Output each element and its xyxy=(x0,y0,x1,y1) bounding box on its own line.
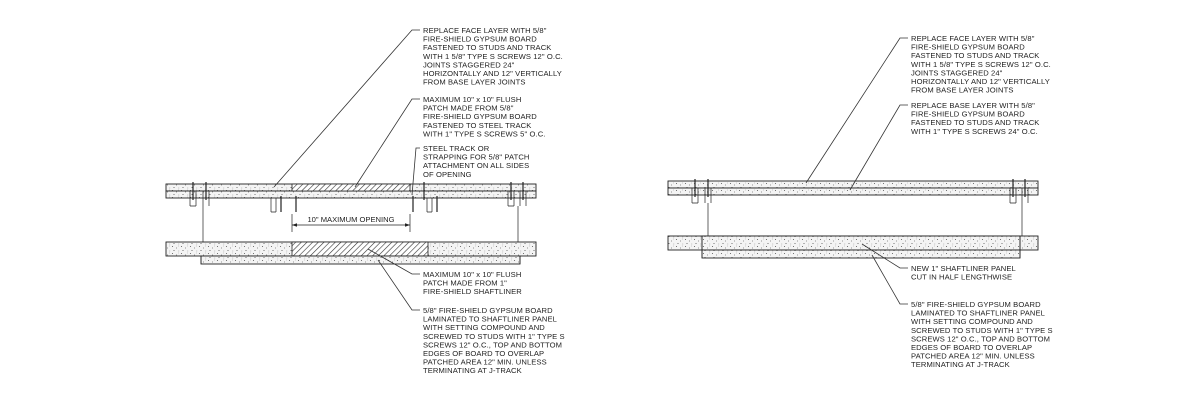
note-line: SCREWS 12" O.C., TOP AND BOTTOM xyxy=(911,334,1050,344)
note-line: PATCHED AREA 12" MIN. UNLESS xyxy=(423,357,547,367)
left-note-steel-track xyxy=(423,144,530,179)
note-line: REPLACE FACE LAYER WITH 5/8" xyxy=(911,34,1035,43)
left-laminated-board xyxy=(201,256,520,264)
note-line: WITH SETTING COMPOUND AND xyxy=(423,323,545,333)
note-line: FROM BASE LAYER JOINTS xyxy=(423,77,526,87)
left-base-layer-board xyxy=(166,191,536,198)
note-line: WITH 1 5/8" TYPE S SCREWS 12" O.C. xyxy=(423,51,563,61)
note-line: WITH 1 5/8" TYPE S SCREWS 12" O.C. xyxy=(911,59,1051,69)
right-new-shaftliner-panel xyxy=(702,236,1020,250)
note-line: SCREWS 12" O.C., TOP AND BOTTOM xyxy=(423,340,562,350)
left-dimension xyxy=(292,214,410,232)
dimension-label: 10" MAXIMUM OPENING xyxy=(307,215,395,224)
note-line: TERMINATING AT J-TRACK xyxy=(423,366,522,376)
note-line: 5/8" FIRE-SHIELD GYPSUM BOARD xyxy=(911,300,1041,309)
note-line: WITH SETTING COMPOUND AND xyxy=(911,317,1033,327)
note-line: JOINTS STAGGERED 24" xyxy=(911,68,1003,78)
note-line: NEW 1" SHAFTLINER PANEL xyxy=(911,264,1016,273)
note-line: PATCH MADE FROM 5/8" xyxy=(423,103,514,113)
right-note-face-layer xyxy=(911,34,1051,95)
note-line: SCREWED TO STUDS WITH 1" TYPE S xyxy=(423,331,565,341)
note-line: STRAPPING FOR 5/8" PATCH xyxy=(423,152,530,162)
left-note-laminated xyxy=(423,306,565,375)
note-line: REPLACE BASE LAYER WITH 5/8" xyxy=(911,101,1035,110)
note-line: FIRE-SHIELD SHAFTLINER xyxy=(423,287,522,297)
note-line: HORIZONTALLY AND 12" VERTICALLY xyxy=(423,69,562,78)
note-line: STEEL TRACK OR xyxy=(423,144,490,153)
note-line: PATCH MADE FROM 1" xyxy=(423,278,507,288)
note-line: FASTENED TO STEEL TRACK xyxy=(423,120,532,130)
note-line: FIRE-SHIELD GYPSUM BOARD xyxy=(423,34,537,44)
right-note-base-layer xyxy=(911,101,1039,136)
right-laminated-board xyxy=(702,250,1020,258)
left-note-face-layer xyxy=(423,26,563,87)
note-line: FASTENED TO STUDS AND TRACK xyxy=(911,118,1040,128)
note-line: FROM BASE LAYER JOINTS xyxy=(911,85,1014,95)
right-note-shaftliner xyxy=(911,264,1016,282)
note-line: FIRE-SHIELD GYPSUM BOARD xyxy=(911,42,1025,52)
note-line: HORIZONTALLY AND 12" VERTICALLY xyxy=(911,77,1050,86)
right-base-layer-board xyxy=(668,188,1038,195)
left-section-detail xyxy=(166,26,565,375)
note-line: REPLACE FACE LAYER WITH 5/8" xyxy=(423,26,547,35)
note-line: PATCHED AREA 12" MIN. UNLESS xyxy=(911,351,1035,361)
right-note-laminated xyxy=(911,300,1053,369)
note-line: TERMINATING AT J-TRACK xyxy=(911,360,1010,370)
left-note-flush-patch-shaftliner xyxy=(423,270,522,296)
note-line: 5/8" FIRE-SHIELD GYPSUM BOARD xyxy=(423,306,553,315)
left-leaders xyxy=(274,30,420,310)
left-flush-patch-shaftliner xyxy=(292,242,428,256)
note-line: FASTENED TO STUDS AND TRACK xyxy=(911,51,1040,61)
note-line: FASTENED TO STUDS AND TRACK xyxy=(423,43,552,53)
note-line: SCREWED TO STUDS WITH 1" TYPE S xyxy=(911,325,1053,335)
note-line: LAMINATED TO SHAFTLINER PANEL xyxy=(911,308,1045,318)
note-line: WITH 1" TYPE S SCREWS 5" O.C. xyxy=(423,129,546,139)
note-line: FIRE-SHIELD GYPSUM BOARD xyxy=(423,112,537,122)
note-line: MAXIMUM 10" x 10" FLUSH xyxy=(423,95,522,104)
right-leaders xyxy=(806,38,908,304)
note-line: ATTACHMENT ON ALL SIDES xyxy=(423,161,530,171)
note-line: MAXIMUM 10" x 10" FLUSH xyxy=(423,270,522,279)
left-flush-patch-gypsum xyxy=(292,184,410,191)
left-note-flush-patch-gypsum xyxy=(423,95,546,138)
note-line: WITH 1" TYPE S SCREWS 24" O.C. xyxy=(911,126,1038,136)
note-line: EDGES OF BOARD TO OVERLAP xyxy=(911,343,1033,352)
right-section-detail xyxy=(668,34,1053,369)
note-line: EDGES OF BOARD TO OVERLAP xyxy=(423,349,545,358)
note-line: CUT IN HALF LENGTHWISE xyxy=(911,272,1013,282)
note-line: OF OPENING xyxy=(423,169,472,179)
note-line: FIRE-SHIELD GYPSUM BOARD xyxy=(911,109,1025,119)
note-line: JOINTS STAGGERED 24" xyxy=(423,60,515,70)
note-line: LAMINATED TO SHAFTLINER PANEL xyxy=(423,314,557,324)
